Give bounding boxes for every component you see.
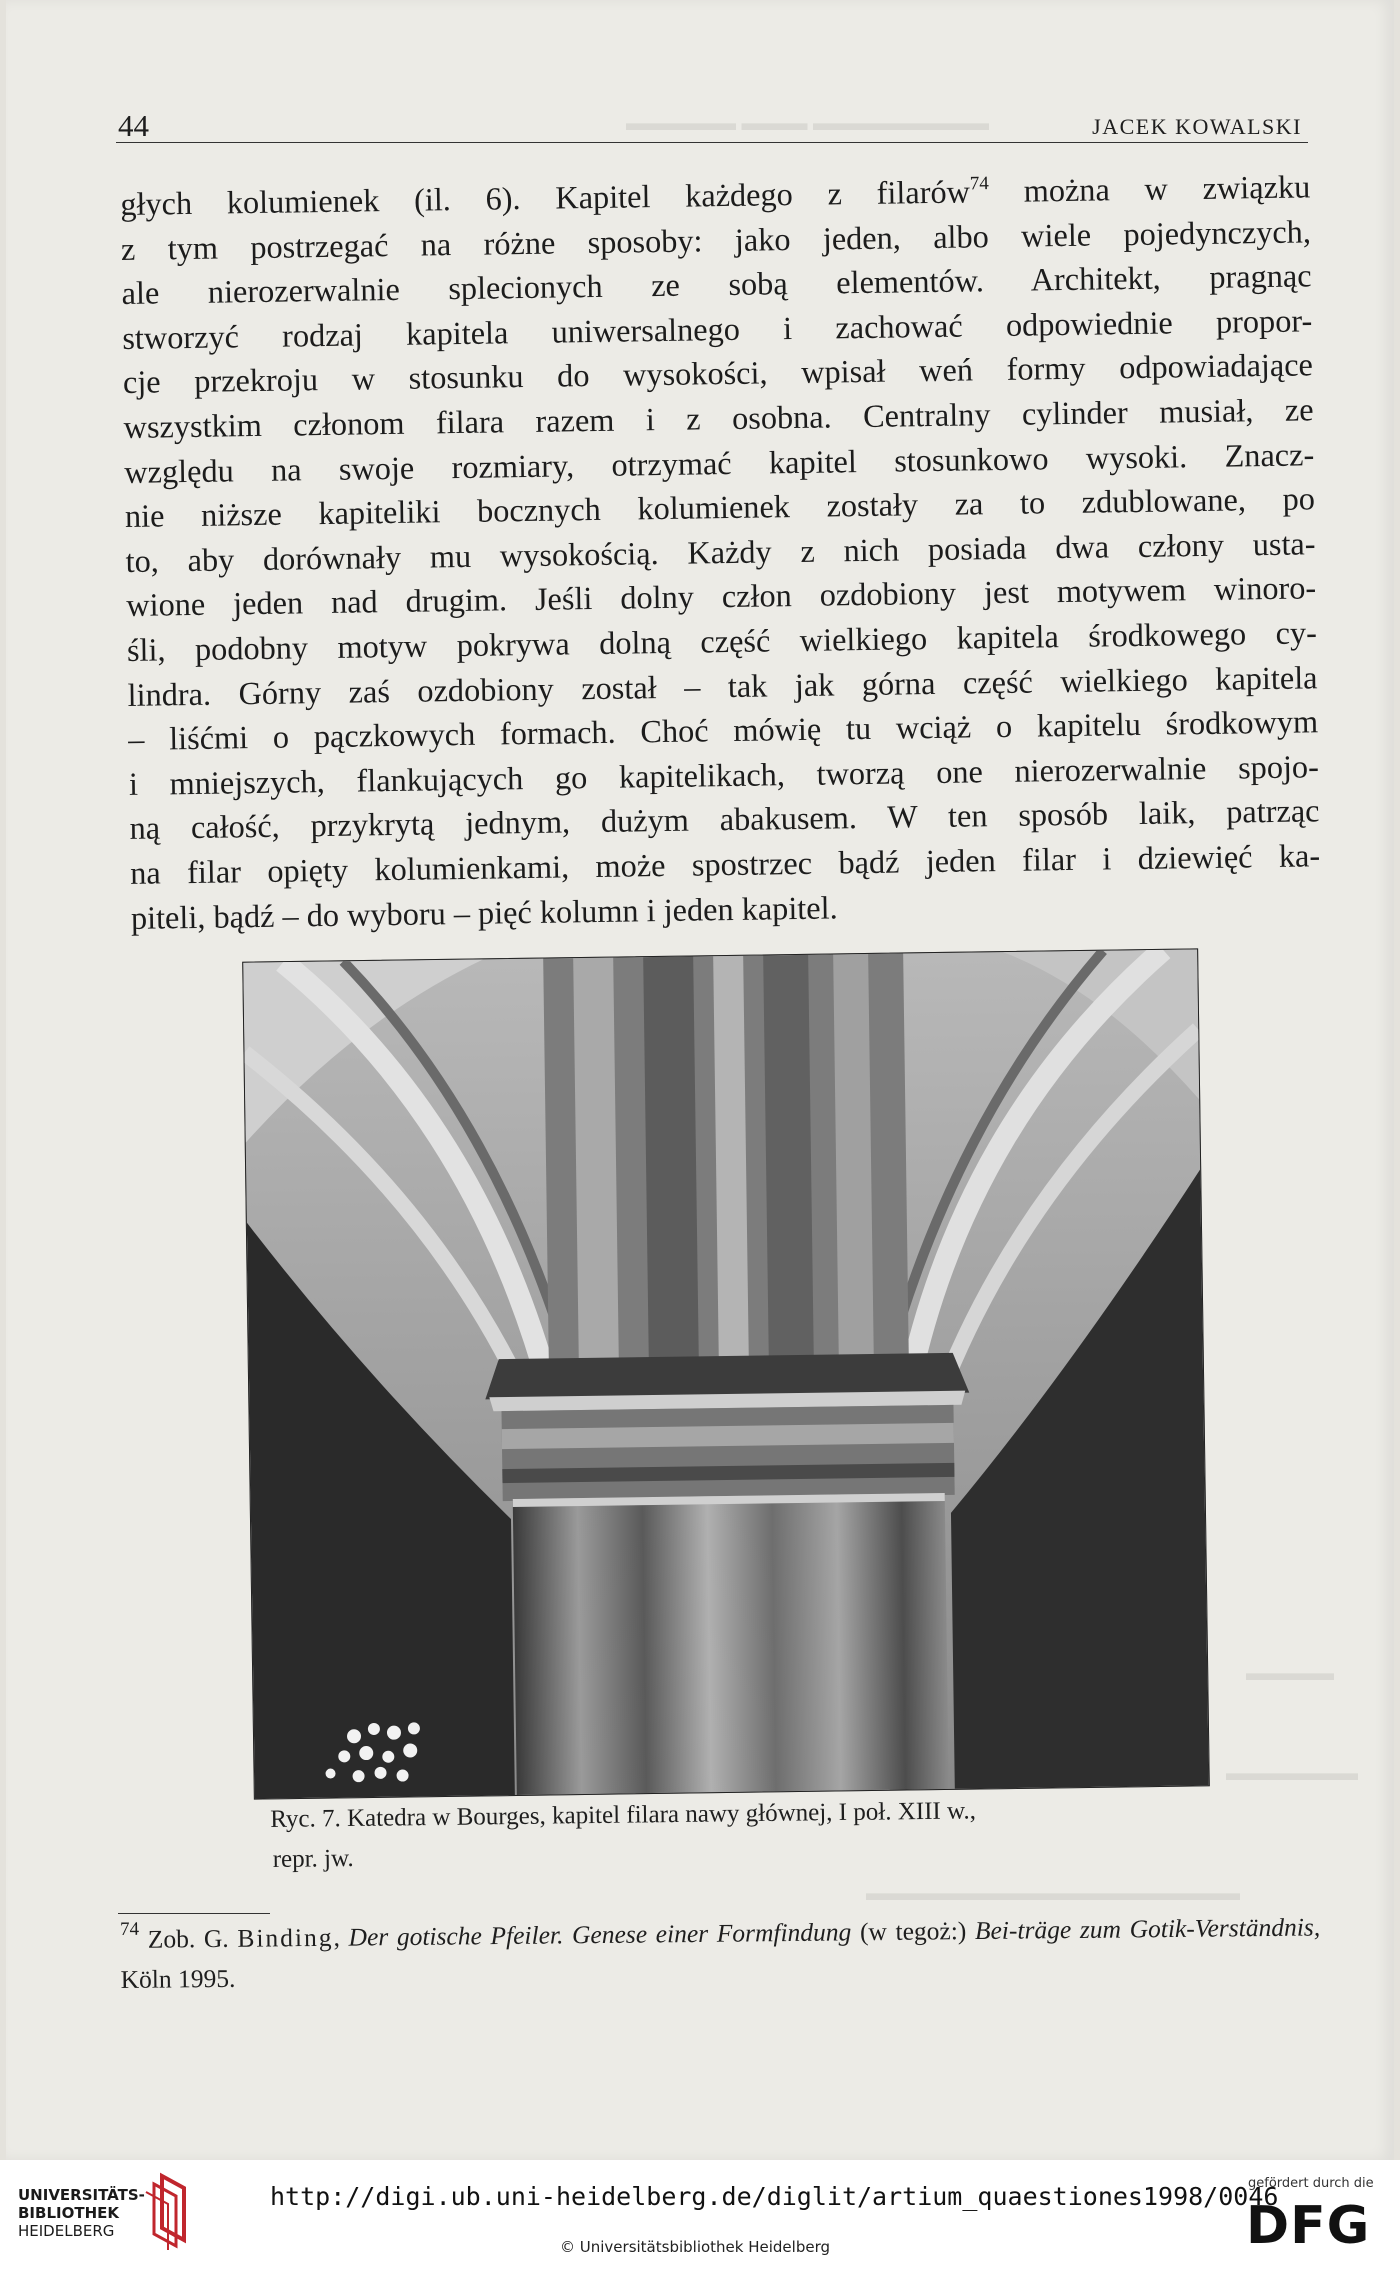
body-line: śli, podobny motyw pokrywa dolną część wielkiego kapitela środkowego cy- (126, 614, 1318, 668)
figure-caption (270, 1789, 1211, 1880)
body-line: wione jeden nad drugim. Jeśli dolny człon ozdobiony jest motywem winoro- (126, 569, 1317, 624)
funding-note: gefördert durch die (1248, 2176, 1374, 2191)
bleed-through: ▬▬▬▬▬▬ (1226, 1760, 1358, 1785)
body-line: względu na swoje rozmiary, otrzymać kapitel stosunkowo wysoki. Znacz- (124, 435, 1315, 490)
figure-photo-capital (242, 948, 1210, 1799)
footnote-number: 74 (119, 1918, 140, 1940)
dfg-logo: DFG (1246, 2196, 1371, 2256)
library-line-2: BIBLIOTHEK (18, 2204, 119, 2222)
body-line: z tym postrzegać na różne sposoby: jako jeden, albo wiele pojedynczych, (120, 212, 1312, 267)
library-line-1: UNIVERSITÄTS- (18, 2186, 145, 2204)
body-line: to, aby dorównały mu wysokością. Każdy z nich posiada dwa człony usta- (125, 525, 1316, 579)
footnote-author: Binding (237, 1922, 334, 1953)
footnote-prefix: Zob. G. (139, 1923, 238, 1954)
footnote-rule (118, 1913, 270, 1914)
source-url-link[interactable]: http://digi.ub.uni-heidelberg.de/diglit/artium_quaestiones1998/0046 (270, 2182, 1279, 2211)
library-logo-text (18, 2186, 145, 2240)
running-head: JACEK KOWALSKI (1092, 114, 1302, 139)
caption-line-2: repr. jw. (272, 1844, 354, 1873)
body-line: nie niższe kapiteliki bocznych kolumienek zostały za to zdublowane, po (124, 480, 1316, 535)
body-line: ale nierozerwalnie splecionych ze sobą elementów. Architekt, pragnąc (121, 257, 1312, 312)
footnote-74: $^{74}$ Zob. G. Binding, Der gotische Pfeiler. Genese einer Formfindung (w tegoż:) Bei-träge zum Gotik-Verständnis, Köln 1995. (119, 1912, 1321, 1994)
body-line: stworzyć rodzaj kapitela uniwersalnego i zachować odpowiednie propor- (122, 302, 1313, 356)
library-logo-icon (132, 2170, 192, 2250)
footnote-middle: (w tegoż:) (851, 1916, 976, 1947)
body-line: i mniejszych, flankujących go kapitelikach, tworzą one nierozerwalnie spojo- (128, 748, 1320, 802)
body-line: wszystkim członom filara razem i z osobna. Centralny cylinder musiał, ze (123, 391, 1314, 445)
copyright-notice: © Universitätsbibliothek Heidelberg (560, 2238, 831, 2256)
body-line: piteli, bądź – do wyboru – pięć kolumn i jeden kapitel. (130, 888, 838, 936)
body-line: cje przekroju w stosunku do wysokości, wpisał weń formy odpowiadające (122, 346, 1314, 401)
body-line: na filar opięty kolumienkami, może spostrzec bądź jeden filar i dziewięć ka- (129, 837, 1321, 891)
bleed-through: ▬▬▬▬▬ ▬▬▬ ▬▬▬▬▬▬▬▬ (626, 110, 989, 135)
body-line: głych kolumienek (il. 6). Kapitel każdego z filarów$^{74}$ można w związku (120, 168, 1311, 222)
body-line: lindra. Górny zaś ozdobiony został – tak jak górna część wielkiego kapitela (127, 658, 1318, 713)
page-header (116, 108, 1308, 143)
bleed-through: ▬▬▬▬ (1246, 1660, 1334, 1685)
caption-line-1: Ryc. 7. Katedra w Bourges, kapitel filara nawy głównej, I poł. XIII w., (270, 1797, 977, 1833)
cathedral-capital-illustration (243, 949, 1209, 1798)
body-paragraph (120, 164, 1321, 940)
digitization-footer (0, 2160, 1400, 2270)
footnote-ref[interactable]: 74 (969, 173, 989, 195)
footnote-tail: Köln 1995. (120, 1963, 236, 1994)
library-line-3: HEIDELBERG (18, 2222, 115, 2240)
body-line: ną całość, przykrytą jednym, dużym abakusem. W ten sposób laik, patrząc (129, 792, 1320, 847)
footnote-title: Der gotische Pfeiler. Genese einer Formfindung (348, 1917, 852, 1952)
footnote-title2: Bei-träge zum Gotik-Verständnis, (974, 1912, 1321, 1946)
bleed-through: ▬▬▬▬▬▬▬▬▬▬▬▬▬▬▬▬▬ (866, 1880, 1240, 1905)
body-line: – liśćmi o pączkowych formach. Choć mówię tu wciąż o kapitelu środkowym (127, 703, 1319, 758)
page-number: 44 (118, 108, 149, 143)
